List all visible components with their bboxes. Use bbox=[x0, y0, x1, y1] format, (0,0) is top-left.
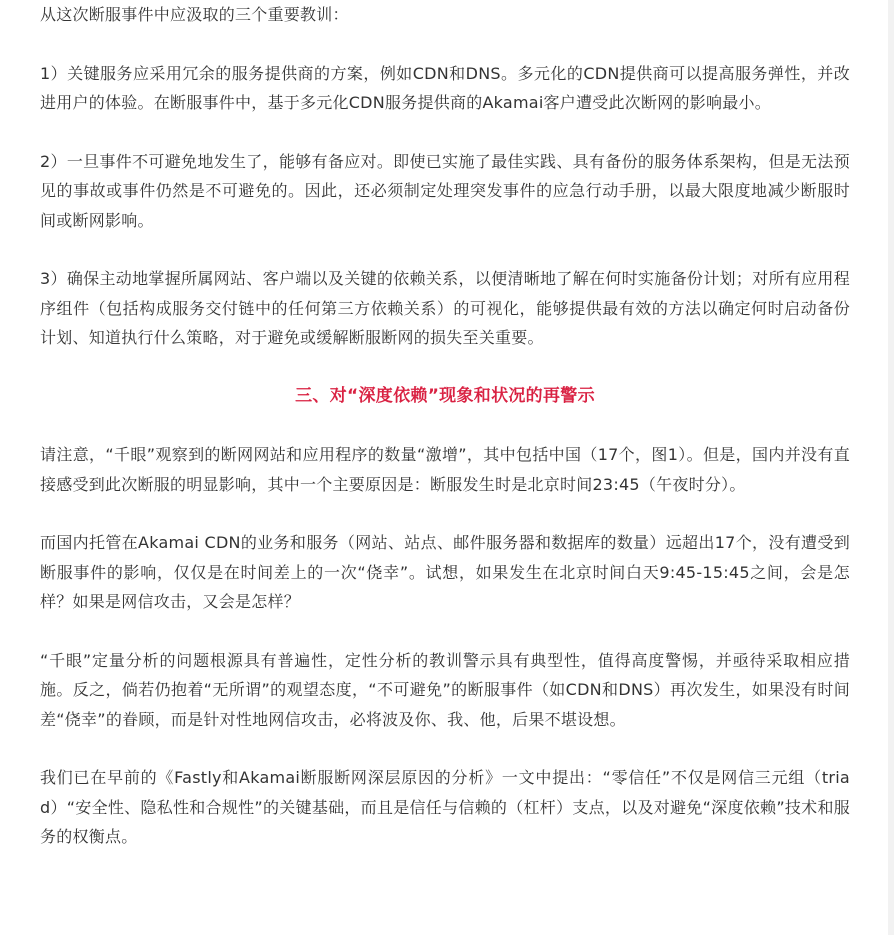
paragraph-gap bbox=[40, 734, 850, 763]
paragraph-gap bbox=[40, 353, 850, 382]
paragraph-gap bbox=[40, 411, 850, 440]
article-body bbox=[40, 0, 850, 852]
lesson-paragraph-2: 2）一旦事件不可避免地发生了，能够有备应对。即使已实施了最佳实践、具有备份的服务体系架构，但是无法预见的事故或事件仍然是不可避免的。因此，还必须制定处理突发事件的应急行动手册，以最大限度地减少断服时间或断网影响。 bbox=[40, 151, 850, 230]
paragraph-gap bbox=[40, 235, 850, 264]
body-paragraph-2: 而国内托管在Akamai CDN的业务和服务（网站、站点、邮件服务器和数据库的数量）远超出17个，没有遭受到断服事件的影响，仅仅是在时间差上的一次“侥幸”。试想，如果发生在北京时间白天9:45-15:45之间，会是怎样？如果是网信攻击，又会是怎样？ bbox=[40, 533, 850, 611]
paragraph-gap bbox=[40, 617, 850, 646]
body-paragraph-3: “千眼”定量分析的问题根源具有普遍性，定性分析的教训警示具有典型性，值得高度警惕，并亟待采取相应措施。反之，倘若仍抱着“无所谓”的观望态度，“不可避免”的断服事件（如CDN和DNS）再次发生，如果没有时间差“侥幸”的眷顾，而是针对性地网信攻击，必将波及你、我、他，后果不堪设想。 bbox=[40, 650, 850, 729]
lesson-paragraph-3: 3）确保主动地掌握所属网站、客户端以及关键的依赖关系，以便清晰地了解在何时实施备份计划；对所有应用程序组件（包括构成服务交付链中的任何第三方依赖关系）的可视化，能够提供最有效的方法以确定何时启动备份计划、知道执行什么策略，对于避免或缓解断服断网的损失至关重要。 bbox=[40, 269, 850, 347]
body-paragraph-1: 请注意，“千眼”观察到的断网网站和应用程序的数量“激增”，其中包括中国（17个，图1）。但是，国内并没有直接感受到此次断服的明显影响，其中一个主要原因是：断服发生时是北京时间23:45（午夜时分）。 bbox=[40, 445, 850, 494]
intro-paragraph: 从这次断服事件中应汲取的三个重要教训： bbox=[40, 5, 349, 24]
scrollbar[interactable] bbox=[888, 0, 894, 935]
paragraph-gap bbox=[40, 499, 850, 528]
paragraph-gap bbox=[40, 30, 850, 59]
paragraph-gap bbox=[40, 118, 850, 147]
section-heading: 三、对“深度依赖”现象和状况的再警示 bbox=[295, 385, 595, 406]
body-paragraph-4: 我们已在早前的《Fastly和Akamai断服断网深层原因的分析》一文中提出：“零信任”不仅是网信三元组（triad）“安全性、隐私性和合规性”的关键基础，而且是信任与信赖的（杠杆）支点，以及对避免“深度依赖”技术和服务的权衡点。 bbox=[40, 768, 850, 846]
lesson-paragraph-1: 1）关键服务应采用冗余的服务提供商的方案，例如CDN和DNS。多元化的CDN提供商可以提高服务弹性，并改进用户的体验。在断服事件中，基于多元化CDN服务提供商的Akamai客户遭受此次断网的影响最小。 bbox=[40, 63, 850, 112]
